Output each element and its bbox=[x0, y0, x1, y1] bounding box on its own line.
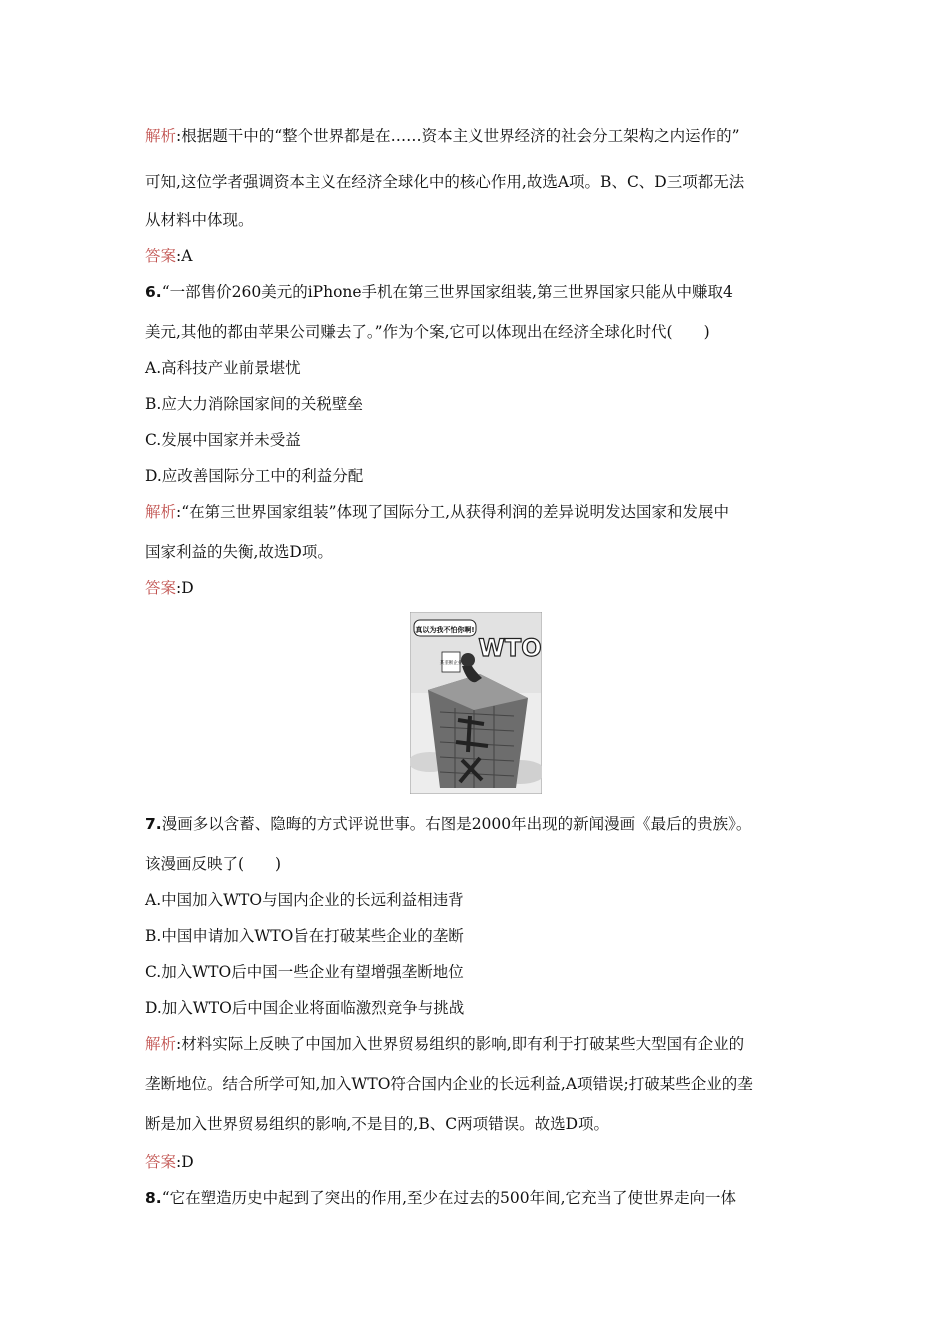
q6-option-b: B.应大力消除国家间的关税壁垒 bbox=[145, 395, 363, 413]
q5-analysis-line-2: 可知,这位学者强调资本主义在经济全球化中的核心作用,故选A项。B、C、D三项都无法 bbox=[145, 173, 745, 191]
analysis-text: :根据题干中的“整个世界都是在……资本主义世界经济的社会分工架构之内运作的” bbox=[176, 127, 740, 145]
q7-analysis-line-3: 断是加入世界贸易组织的影响,不是目的,B、C两项错误。故选D项。 bbox=[145, 1115, 610, 1133]
question-number: 6. bbox=[145, 283, 162, 301]
question-number: 7. bbox=[145, 815, 162, 833]
analysis-text: :“在第三世界国家组装”体现了国际分工,从获得利润的差异说明发达国家和发展中 bbox=[176, 503, 730, 521]
analysis-label: 解析 bbox=[145, 503, 177, 521]
cartoon-svg bbox=[410, 612, 542, 794]
q6-option-d: D.应改善国际分工中的利益分配 bbox=[145, 467, 364, 485]
q7-stem-line-1 bbox=[145, 806, 751, 842]
answer-value: :D bbox=[176, 1153, 194, 1171]
question-number: 8. bbox=[145, 1189, 162, 1207]
q7-option-b: B.中国申请加入WTO旨在打破某些企业的垄断 bbox=[145, 927, 464, 945]
q7-analysis-line-2: 垄断地位。结合所学可知,加入WTO符合国内企业的长远利益,A项错误;打破某些企业的垄 bbox=[145, 1075, 753, 1093]
q7-option-d: D.加入WTO后中国企业将面临激烈竞争与挑战 bbox=[145, 999, 465, 1017]
analysis-text: :材料实际上反映了中国加入世界贸易组织的影响,即有利于打破某些大型国有企业的 bbox=[176, 1035, 745, 1053]
cartoon-speech-text: 真以为我不怕你啊! bbox=[415, 626, 475, 634]
q5-analysis bbox=[145, 118, 740, 154]
answer-label: 答案 bbox=[145, 247, 177, 265]
q7-option-a: A.中国加入WTO与国内企业的长远利益相违背 bbox=[145, 891, 464, 909]
q6-option-c: C.发展中国家并未受益 bbox=[145, 431, 301, 449]
cartoon-figure-head bbox=[461, 653, 475, 667]
cartoon-label-text: 某垄断企业 bbox=[439, 661, 463, 666]
answer-label: 答案 bbox=[145, 1153, 177, 1171]
answer-value: :D bbox=[176, 579, 194, 597]
question-text: “它在塑造历史中起到了突出的作用,至少在过去的500年间,它充当了使世界走向一体 bbox=[161, 1189, 737, 1207]
q6-answer bbox=[145, 570, 194, 606]
q6-stem-line-2: 美元,其他的都由苹果公司赚去了。”作为个案,它可以体现出在经济全球化时代( ) bbox=[145, 323, 710, 341]
q7-option-c: C.加入WTO后中国一些企业有望增强垄断地位 bbox=[145, 963, 464, 981]
answer-label: 答案 bbox=[145, 579, 177, 597]
q7-analysis-line-1 bbox=[145, 1026, 744, 1062]
q8-stem-line-1 bbox=[145, 1180, 736, 1216]
q6-option-a: A.高科技产业前景堪忧 bbox=[145, 359, 301, 377]
analysis-label: 解析 bbox=[145, 1035, 177, 1053]
q5-answer bbox=[145, 238, 192, 274]
analysis-label: 解析 bbox=[145, 127, 177, 145]
q7-stem-line-2: 该漫画反映了( ) bbox=[145, 855, 282, 873]
cartoon-wto-text: WTO bbox=[478, 634, 542, 662]
cartoon-image bbox=[410, 612, 542, 794]
q6-analysis-line-2: 国家利益的失衡,故选D项。 bbox=[145, 543, 333, 561]
q6-analysis-line-1 bbox=[145, 494, 729, 530]
question-text: “一部售价260美元的iPhone手机在第三世界国家组装,第三世界国家只能从中赚取4 bbox=[161, 283, 733, 301]
q5-analysis-line-1 bbox=[145, 118, 740, 154]
q7-answer bbox=[145, 1144, 194, 1180]
q6-stem-line-1 bbox=[145, 274, 733, 310]
q5-analysis-line-3: 从材料中体现。 bbox=[145, 211, 254, 229]
question-text: 漫画多以含蓄、隐晦的方式评说世事。右图是2000年出现的新闻漫画《最后的贵族》。 bbox=[161, 815, 752, 833]
answer-value: :A bbox=[176, 247, 193, 265]
